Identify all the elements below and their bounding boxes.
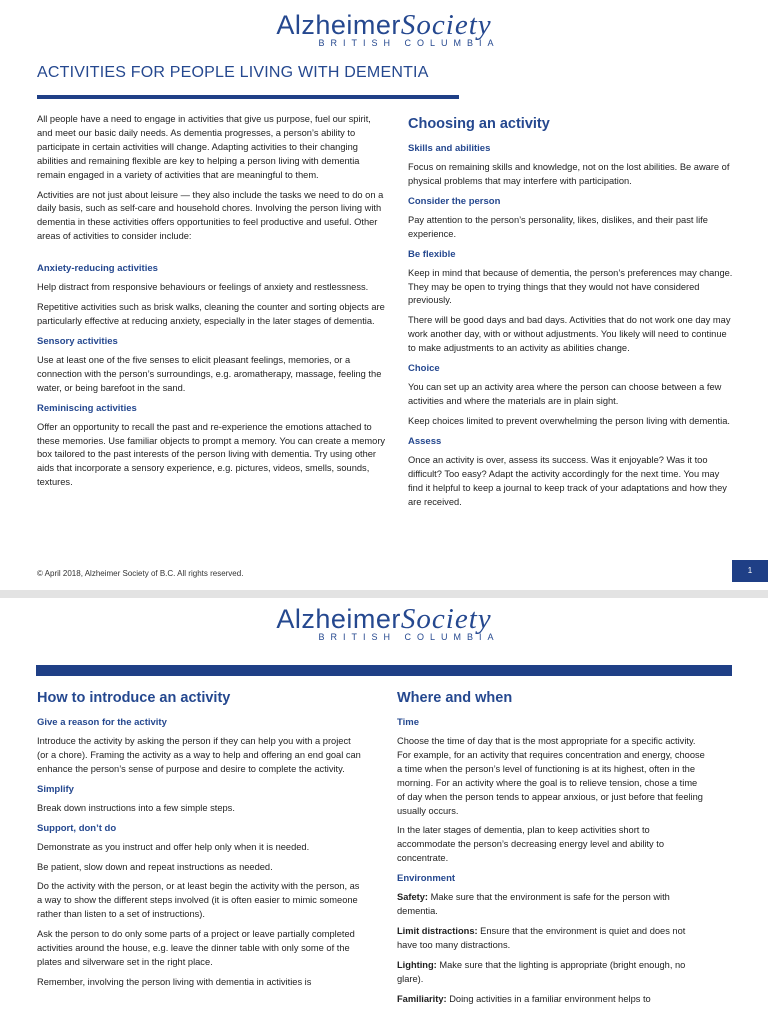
page-separator xyxy=(0,590,768,598)
flexible-paragraph-2: There will be good days and bad days. Activities that do not work one day may work another day, with or without adjustments. You likely will need to continue to make adjustments to an activity as abilities change. xyxy=(408,315,731,354)
alzheimer-society-logo-page-2 xyxy=(0,604,768,642)
flexible-heading: Be flexible xyxy=(408,248,456,260)
safety-text: Make sure that the environment is safe for the person with dementia. xyxy=(397,892,670,917)
page-number-badge: 1 xyxy=(732,560,768,582)
header-bar xyxy=(36,665,732,676)
logo-subtitle: BRITISH COLUMBIA xyxy=(318,632,500,642)
distractions-text: Ensure that the environment is quiet and does not have too many distractions. xyxy=(397,925,686,950)
flexible-paragraph-1: Keep in mind that because of dementia, the person’s preferences may change. They may be open to trying things that they would not have considered previously. xyxy=(408,267,733,306)
sensory-paragraph: Use at least one of the five senses to elicit pleasant feelings, memories, or a connection with the person’s surroundings, e.g. aromatherapy, massage, feeling the water, or being barefoot in the sand. xyxy=(37,354,382,393)
left-column xyxy=(37,113,387,496)
lighting-paragraph xyxy=(397,959,707,987)
support-heading: Support, don’t do xyxy=(37,822,117,834)
logo-main-text: Alzheimer xyxy=(276,604,401,634)
distractions-label: Limit distractions: xyxy=(397,925,478,936)
logo-main-text: Alzheimer xyxy=(276,10,401,40)
support-paragraph-4: Ask the person to do only some parts of a project or leave partially completed activities around the house, e.g. leave the dinner table with only some of the plates and silverware set in the right place. xyxy=(37,929,355,967)
simplify-paragraph: Break down instructions into a few simple steps. xyxy=(37,802,235,813)
where-heading: Where and when xyxy=(397,690,513,706)
reminiscing-paragraph: Offer an opportunity to recall the past and re-experience the emotions attached to these memories. Use familiar objects to prompt a memory. You can create a memory box tailored to the past interests of the person living with dementia. Try using other aids that incorporate a sensory experience, e.g. pictures, videos, smells, sounds, textures. xyxy=(37,421,386,488)
anxiety-heading: Anxiety-reducing activities xyxy=(37,263,158,275)
logo-subtitle: BRITISH COLUMBIA xyxy=(318,38,500,48)
assess-paragraph: Once an activity is over, assess its success. Was it enjoyable? Was it too difficult? Too easy? Adapt the activity accordingly for the next time. You may find it helpful to keep a journal to keep track of your adaptations and how they are received. xyxy=(408,454,727,507)
skills-paragraph: Focus on remaining skills and knowledge, not on the lost abilities. Be aware of physical problems that may interfere with participation. xyxy=(408,162,730,186)
assess-heading: Assess xyxy=(408,435,442,447)
right-column xyxy=(408,115,733,515)
left-column-page-2 xyxy=(37,689,362,996)
page-title: ACTIVITIES FOR PEOPLE LIVING WITH DEMENTIA xyxy=(37,64,429,81)
intro-paragraph-1: All people have a need to engage in activities that give us purpose, fuel our spirit, and meet our basic daily needs. As dementia progresses, a person’s ability to participate in certain activities will change. Adapting activities to their changing abilities and remaining flexible are key to helping a person living with dementia remain engaged in a variety of activities that are meaningful to them. xyxy=(37,114,371,180)
time-paragraph-1: Choose the time of day that is the most appropriate for a specific activity. For example, for an activity that requires concentration and energy, choose a time when the person’s level of functioning is at its highest, often in the morning. For an activity where the goal is to relieve tension, chose a time of day when the person tends to appear anxious, or just before that feeling usually occurs. xyxy=(397,736,705,816)
copyright-footer: © April 2018, Alzheimer Society of B.C. All rights reserved. xyxy=(37,569,244,578)
familiarity-label: Familiarity: xyxy=(397,993,447,1004)
reason-heading: Give a reason for the activity xyxy=(37,717,167,728)
document-page-2 xyxy=(0,598,768,1024)
choice-paragraph-2: Keep choices limited to prevent overwhelming the person living with dementia. xyxy=(408,415,730,426)
sensory-heading: Sensory activities xyxy=(37,335,118,347)
alzheimer-society-logo xyxy=(0,10,768,48)
familiarity-text: Doing activities in a familiar environment helps to xyxy=(446,993,651,1004)
support-paragraph-2: Be patient, slow down and repeat instructions as needed. xyxy=(37,861,273,872)
safety-paragraph xyxy=(397,891,707,919)
support-paragraph-5: Remember, involving the person living with dementia in activities is xyxy=(37,976,312,987)
logo-italic-text: Society xyxy=(400,9,492,41)
environment-heading: Environment xyxy=(397,873,456,885)
choice-paragraph-1: You can set up an activity area where the person can choose between a few activities and where the materials are in plain sight. xyxy=(408,382,722,406)
reminiscing-heading: Reminiscing activities xyxy=(37,402,137,414)
anxiety-paragraph-1: Help distract from responsive behaviours or feelings of anxiety and restlessness. xyxy=(37,282,369,293)
safety-label: Safety: xyxy=(397,892,429,903)
intro-paragraph-2: Activities are not just about leisure — they also include the tasks we need to do on a daily basis, such as self-care and household chores. Involving the person living with dementia in these activities offers opportunities to feel productive and useful. Other areas of activities to consider include: xyxy=(37,189,384,242)
anxiety-paragraph-2: Repetitive activities such as brisk walks, cleaning the counter and sorting objects are particularly effective at reducing anxiety, especially in the later stages of dementia. xyxy=(37,302,385,326)
reason-paragraph: Introduce the activity by asking the person if they can help you with a project (or a chore). Framing the activity as a way to help and offering an end goal can enhance the person’s sense of purpose and desire to complete the activity. xyxy=(37,736,361,774)
logo-italic-text: Society xyxy=(400,603,492,635)
simplify-heading: Simplify xyxy=(37,783,74,795)
introduce-heading: How to introduce an activity xyxy=(37,690,231,706)
familiarity-paragraph xyxy=(397,993,707,1007)
distractions-paragraph xyxy=(397,925,707,953)
right-column-page-2 xyxy=(397,689,707,1013)
title-underline-bar xyxy=(37,95,459,99)
skills-heading: Skills and abilities xyxy=(408,143,491,154)
choice-heading: Choice xyxy=(408,363,440,375)
choosing-heading: Choosing an activity xyxy=(408,116,550,132)
time-heading: Time xyxy=(397,717,420,728)
person-heading: Consider the person xyxy=(408,195,501,207)
support-paragraph-3: Do the activity with the person, or at least begin the activity with the person, as a way to show the different steps involved (it is often easier to mimic someone rather than listen to a set of instructions). xyxy=(37,881,360,920)
time-paragraph-2: In the later stages of dementia, plan to keep activities short to accommodate the person’s decreasing energy level and ability to concentrate. xyxy=(397,825,665,864)
lighting-text: Make sure that the lighting is appropriate (bright enough, no glare). xyxy=(397,959,686,984)
person-paragraph: Pay attention to the person’s personality, likes, dislikes, and their past life experience. xyxy=(408,214,708,239)
lighting-label: Lighting: xyxy=(397,959,437,970)
support-paragraph-1: Demonstrate as you instruct and offer help only when it is needed. xyxy=(37,841,310,852)
